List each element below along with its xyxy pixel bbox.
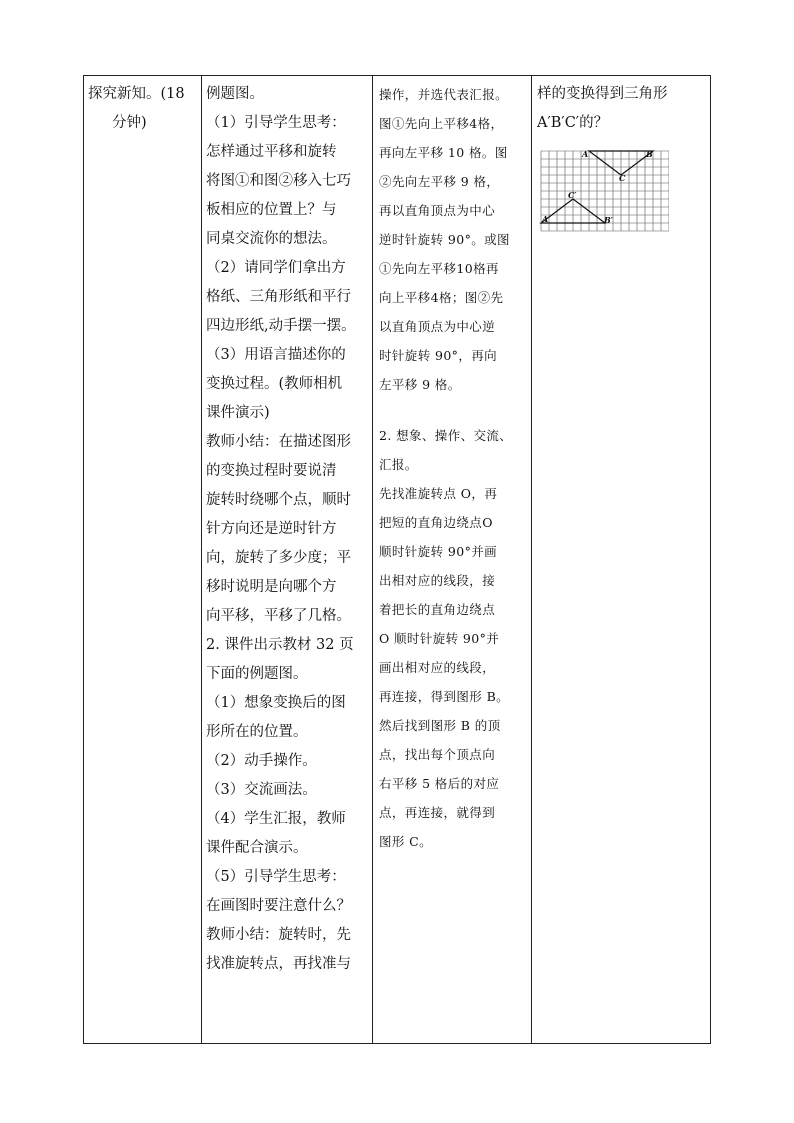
student-activity-line: 右平移 5 格后的对应 [379, 776, 500, 791]
column-divider [531, 76, 532, 1043]
vertex-label: C′ [568, 190, 577, 200]
student-activity-line: 点，再连接，就得到 [379, 805, 496, 820]
teacher-activity-line: 怎样通过平移和旋转 [206, 144, 337, 160]
student-activity-line: 时针旋转 90°，再向 [379, 348, 498, 363]
student-activity-line: O 顺时针旋转 90°并 [379, 631, 500, 646]
vertex-label: A [582, 149, 589, 159]
student-activity-line: 把短的直角边绕点O [379, 515, 493, 530]
student-activity-line: ①先向左平移10格再 [379, 261, 499, 276]
student-activity-line: 图①先向上平移4格， [379, 116, 504, 131]
stage-duration: 分钟) [112, 115, 147, 131]
student-activity-line: 再以直角顶点为中心 [379, 203, 496, 218]
student-activity-line: 然后找到图形 B 的顶 [379, 718, 501, 733]
teacher-activity-line: 课件演示) [206, 405, 270, 421]
teacher-activity-line: （1）引导学生思考： [206, 115, 346, 131]
teacher-activity-line: 四边形纸,动手摆一摆。 [206, 318, 356, 334]
student-activity-part-2 [379, 421, 529, 856]
student-activity-line: 左平移 9 格。 [379, 377, 461, 392]
teacher-activity-line: 形所在的位置。 [206, 724, 308, 740]
student-activity-line: 2. 想象、操作、交流、 [379, 428, 513, 443]
teacher-activity-line: （3）用语言描述你的 [206, 347, 346, 363]
vertex-label: B [646, 149, 653, 159]
student-activity-line: 出相对应的线段，接 [379, 573, 496, 588]
student-activity-line: ②先向左平移 9 格， [379, 174, 500, 189]
teacher-activity-cell [206, 80, 372, 979]
question-line-2: A′B′C′的？ [537, 115, 609, 131]
teacher-activity-line: （4）学生汇报，教师 [206, 811, 346, 827]
teacher-activity-line: （2）请同学们拿出方 [206, 260, 346, 276]
student-activity-line: 向上平移4格；图②先 [379, 290, 504, 305]
grid-figure [539, 149, 669, 233]
student-activity-line: 画出相对应的线段， [379, 660, 496, 675]
student-activity-line: 再连接，得到图形 B。 [379, 689, 510, 704]
student-activity-line: 着把长的直角边绕点 [379, 602, 496, 617]
lesson-table [83, 75, 711, 1044]
teacher-activity-line: 教师小结：旋转时，先 [206, 927, 351, 943]
teacher-activity-line: 教师小结：在描述图形 [206, 434, 351, 450]
teacher-activity-line: （2）动手操作。 [206, 753, 317, 769]
teacher-activity-line: 将图①和图②移入七巧 [206, 173, 351, 189]
student-activity-line: 逆时针旋转 90°。或图 [379, 232, 510, 247]
teacher-activity-line: （5）引导学生思考： [206, 869, 346, 885]
teacher-activity-line: 的变换过程时要说清 [206, 463, 337, 479]
student-activity-line: 顺时针旋转 90°并画 [379, 544, 498, 559]
column-divider [372, 76, 373, 1043]
question-line-1: 样的变换得到三角形 [537, 86, 668, 102]
student-activity-cell [379, 80, 529, 856]
student-activity-line: 图形 C。 [379, 834, 433, 849]
student-activity-line: 汇报。 [379, 457, 418, 472]
teacher-activity-line: 找准旋转点，再找准与 [206, 956, 351, 972]
student-activity-line: 以直角顶点为中心逆 [379, 319, 496, 334]
teacher-activity-line: 例题图。 [206, 86, 264, 102]
teacher-activity-line: 在画图时要注意什么？ [206, 898, 351, 914]
teacher-activity-line: （1）想象变换后的图 [206, 695, 346, 711]
vertex-label: B′ [604, 215, 613, 225]
teacher-activity-line: 变换过程。(教师相机 [206, 376, 343, 392]
student-activity-line: 操作，并选代表汇报。 [379, 87, 509, 102]
vertex-label: C [619, 173, 626, 183]
teacher-activity-line: 针方向还是逆时针方 [206, 521, 337, 537]
stage-cell [88, 80, 198, 138]
design-intent-cell [537, 80, 707, 138]
teacher-activity-line: 下面的例题图。 [206, 666, 308, 682]
teacher-activity-line: 旋转时绕哪个点，顺时 [206, 492, 351, 508]
student-activity-part-1 [379, 80, 529, 399]
vertex-label: A′ [542, 214, 551, 224]
student-activity-line: 点，找出每个顶点向 [379, 747, 496, 762]
student-activity-line: 先找准旋转点 O，再 [379, 486, 498, 501]
stage-label: 探究新知。(18 [88, 86, 185, 102]
student-activity-line: 再向左平移 10 格。图 [379, 145, 508, 160]
column-divider [201, 76, 202, 1043]
teacher-activity-line: 同桌交流你的想法。 [206, 231, 337, 247]
teacher-activity-line: 向平移，平移了几格。 [206, 608, 351, 624]
teacher-activity-line: 课件配合演示。 [206, 840, 308, 856]
teacher-activity-line: 板相应的位置上？与 [206, 202, 337, 218]
teacher-activity-line: 向，旋转了多少度；平 [206, 550, 351, 566]
teacher-activity-line: （3）交流画法。 [206, 782, 317, 798]
teacher-activity-line: 移时说明是向哪个方 [206, 579, 337, 595]
teacher-activity-line: 2. 课件出示教材 32 页 [206, 637, 354, 653]
teacher-activity-line: 格纸、三角形纸和平行 [206, 289, 351, 305]
